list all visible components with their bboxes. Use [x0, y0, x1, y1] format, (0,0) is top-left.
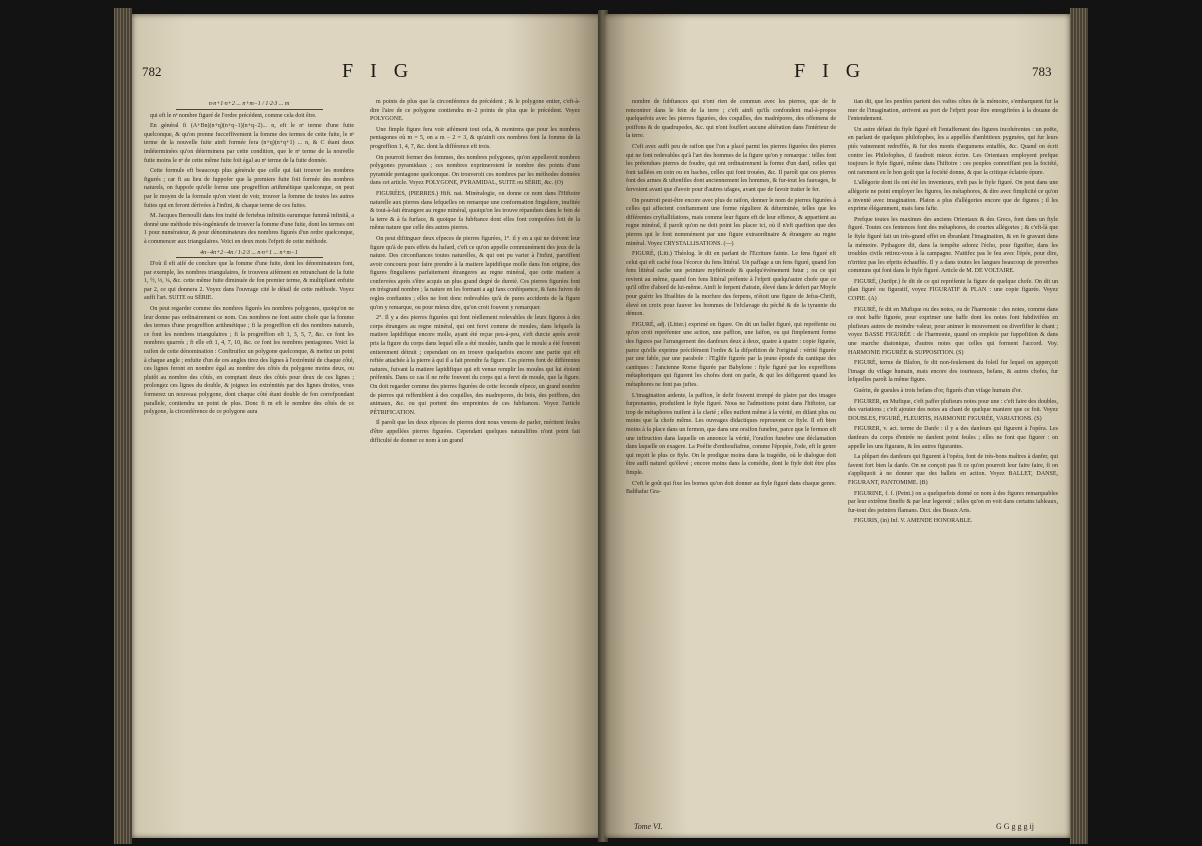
- paragraph: Guérin, de gueules à trois befans d'or, figurés d'un vifage humain d'or.: [854, 388, 1022, 394]
- right-column-1: [626, 98, 836, 828]
- paragraph: On pourroit former des fommes, des nombres polygones, qu'on appelleroit nombres polygones pyramidaux ; ces nombres exprimeroient le nombre des points d'une pyramide pentagone quelconque. On trouveroit ces nombres par les méthodes données dans cet article. Voyez POLYGONE, PYRAMIDAL, SUITE ou SÉRIE, &c. (O): [370, 154, 580, 187]
- paragraph: Une fimple figure fera voir aifément tout cela, & montrera que pour les nombres pentagones où m = 5, on a m − 2 = 3, & qu'ainfi ces nombres font la fomme de la progreffion 1, 4, 7, &c. dont la différence eft trois.: [370, 126, 580, 150]
- left-page: [132, 14, 602, 838]
- paragraph: D'où il eft aifé de conclure que la fomme d'une fuite, dont les dénominateurs font, par exemple, les nombres triangulaires, fe trouvera aifément en retranchant de la fuite 1, ½, ⅓, ¼, &c. cette même fuite diminuée de fon premier terme, & multipliant enfuite par 2, ce qui donnera 2. Voyez dans l'ouvrage cité le détail de cette méthode. Voyez auffi l'art. SUITE ou SÉRIE.: [144, 261, 354, 302]
- paragraph: L'imagination ardente, la paffion, le defir fouvent trompé de plaire par des images furprenantes, produifent le ftyle figuré. Nous ne l'admettons point dans l'hiftoire, car trop de métaphores nuifent à la clarté ; elles nuifent même à la vérité, en difant plus ou moins que la chofe même. Les ouvrages didactiques reprouvent ce ftyle. Il eft bien moins à fa place dans un fermon, que dans une oraifon funebre, parce que le fermon eft une inftruction dans laquelle on annonce la vérité, l'oraifon funebre une déclamation dans laquelle on exagere. La Poéfie d'enthoufiafme, comme l'épopée, l'ode, eft le genre qui reçoit le plus ce ftyle. On le prodigue moins dans la tragédie, où le dialogue doit être auffi naturel qu'élevé ; encore moins dans la comédie, dont le ftyle doit être plus fimple.: [626, 392, 836, 476]
- left-page-number: 782: [142, 64, 162, 79]
- paragraph: nombre de fubftances qui n'ont rien de commun avec les pierres, que de fe rencontrer dans le fein de la terre ; c'eft ainfi qu'ils confondent mal-à-propos quelquefois avec les pierres figurées, des coquilles, des madrépores, des offemens de poiffons & de quadrupedes, &c. qui n'ont fouffert aucune altération dans l'intérieur de la terre.: [626, 99, 836, 140]
- paragraph: 2°. Il y a des pierres figurées qui font réellement redevables de leurs figures à des corps étrangers au regne minéral, qui ont fervi comme de moules, dans lefquels la matiere lapidifique encore molle, ayant été reçue peu-à-peu, s'eft durcie après avoir pris la figure du corps dans lequel elle a été moulée, tandis que le moule a été fouvent entierement détruit ; cependant on en trouve quelquefois encore une partie qui eft reftée attachée à la pierre à qui il a fait prendre fa figure. Ces pierres font de différentes natures, fuivant la matiere lapidifique qui eft venue remplir les moules qui lui étoient préfentés. Dans ce cas il ne refte fouvent du corps qui a fervi de moule, que la figure. On doit regarder comme des pierres figurées de cette feconde efpece, un grand nombre de pierres qui reffemblent à des coquilles, des madrepores, du bois, des poiffons, des animaux, &c. ou qui portent des empreintes de ces fubftances. Voyez l'article PÉTRIFICATION.: [370, 315, 580, 416]
- paragraph: Il paroît que les deux efpeces de pierres dont nous venons de parler, méritent feules d'être appellées pierres figurées. Cependant quelques naturaliftes n'ont point fait difficulté de donner ce nom à un grand: [370, 420, 580, 444]
- left-running-head: F I G: [342, 60, 415, 82]
- paragraph: FIGURÉ, fe dit en Mufique ou des notes, ou de l'harmonie : des notes, comme dans ce mot baffe figurée, pour exprimer une baffe dont les notes font fubdivifées en plufieurs autres de moindre valeur, pour animer le mouvement ou diverfifier le chant ; voyez BASSE FIGURÉE : de l'harmonie, quand on emploie par fuppofition & dans une marche diatonique, d'autres notes que celles qui forment l'accord. Voy. HARMONIE FIGURÉE & SUPPOSITION. (S): [848, 306, 1058, 356]
- paragraph: FIGURINE, f. f. (Peint.) on a quelquefois donné ce nom à des figures remarquables par leur extrême fineffe & par leur legereté ; telles qu'on en voit dans certains tableaux, fur-tout des peintres flamans. Dict. des Beaux Arts.: [848, 490, 1058, 514]
- paragraph: C'eft le goût qui fixe les bornes qu'on doit donner au ftyle figuré dans chaque genre. Balthafar Gra-: [626, 480, 836, 496]
- paragraph: C'eft avec auffi peu de raifon que l'on a placé parmi les pierres figurées des pierres qui ne font redevables qu'à l'art des hommes de la figure qu'on y remarque : telles font les prétendues pierres de foudre, qui ont ordinairement la forme d'un dard, celles qui font taillées en coin ou en haches, celles qui font trouées, &c. Il paroît que ces pierres font des armes & uftenfiles dont anciennement les hommes, & fur-tout les fauvages, fe fervoient avant que d'avoir pour d'autres ufages, avant que de favoir traiter le fer.: [626, 143, 836, 193]
- paragraph: FIGURÉ, terme de Blafon, fe dit non-feulement du foleil fur lequel on apperçoit l'image du vifage humain, mais encore des tourteaux, befans, & autres chofes, fur lefquelles paroît la même figure.: [848, 360, 1058, 384]
- right-page-number: 783: [1032, 64, 1052, 79]
- paragraph: En général fi (A+Bn)(n+q)(n+q−1)(n+q−2)... n, eft le nᵉ terme d'une fuite quelconque, & qu'on prenne fucceffivement la fomme des termes de cette fuite, le nᵉ terme de la nouvelle fuite ainfi formée fera (n+q)(n+q+1) ... n, & C étant deux indéterminées qu'on déterminera par cette condition, que le nᵉ terme de la nouvelle fuite moins le nᵉ de cette même fuite foit égal au nᵉ terme de la fuite donnée.: [144, 123, 354, 164]
- paragraph: M. Jacques Bernoulli dans fon traité de feriebus infinitis earumque fummâ infinitâ, a donné une méthode très-ingénieufe de trouver la fomme d'une fuite, dont les termes ont 1 pour numérateur, & pour dénominateurs des nombres figurés d'un ordre quelconque, à commencer aux triangulaires. Voici en deux mots l'efprit de cette méthode.: [144, 213, 354, 245]
- paragraph: On peut diftinguer deux efpeces de pierres figurées, 1°. il y en a qui ne doivent leur figure qu'à de purs effets du hafard, c'eft ce qu'on appelle communément des jeux de la nature. Des circonftances toutes naturelles, & qui ont pu varier à l'infini, paroiffent avoir concouru pour faire prendre à la matiere lapidifique molle dans fon origine, des figures fingulieres parfaitement étrangeres au regne minéral, que cette matiere a confervées après s'être acquis un plus grand degré de dureté. Ces pierres figurées font en trèsgrand nombre ; la nature en les formant a agi fans conféquence, & fans fuivre de regles conftantes ; elles ne font donc redevables qu'à de pures accidents de la figure qu'on y remarque, ou pour mieux dire, qu'on croit fouvent y remarquer.: [370, 235, 580, 311]
- paragraph: FIGURER, en Mufique, c'eft paffer plufieurs notes pour une : c'eft faire des doubles, des variations ; c'eft ajouter des notes au chant de quelque maniere que ce foit. Voyez DOUBLES, FIGURÉ, FLEURTIS, HARMONIE FIGURÉE, VARIATIONS. (S): [848, 398, 1058, 422]
- paragraph: FIGURIS, (in) Inf. V. AMENDE HONORABLE.: [854, 518, 973, 525]
- right-running-head: F I G: [794, 60, 867, 82]
- paragraph: FIGURÉ, adj. (Litter.) exprimé en figure. On dit un ballet figuré, qui repréfente ou qu'on croit repréfenter une action, une paffion, une faifon, ou qui fimplement forme des figures par l'arrangement des danfeurs deux à deux, quatre à quatre : copie figurée, parce qu'elle exprime précifément l'ordre & la difpofition de l'original : vérité figurée par une fable, par une parabole : l'Eglife figurée par la jeune époufe du cantique des cantiques : l'ancienne Rome figurée par Babylone : ftyle figuré par les expreffions métaphoriques qui figurent les chofes dont on parle, & qui les défigurent quand les métaphores ne font pas juftes.: [626, 321, 836, 388]
- paragraph: FIGURÉ, (Jurifpr.) fe dit de ce qui repréfente la figure de quelque chofe. On dit un plan figuré ou figuratif, voyez FIGURATIF & PLAN : une copie figurée. Voyez COPIE. (A): [848, 278, 1058, 303]
- formula-a: n·n+1·n+2 ... n+m−1 / 1·2·3 ... m: [176, 100, 323, 110]
- right-page: [604, 14, 1070, 838]
- paragraph: tian dit, que les penfées partent des vaftes côtes de la mémoire, s'embarquent fur la mer de l'imagination, arrivent au port de l'efprit pour être enregiftrées à la douane de l'entendement.: [848, 99, 1058, 123]
- paragraph: Cette formule eft beaucoup plus générale que celle qui fait trouver les nombres figurés ; car fi au lieu de fuppofer que la premiere fuite foit formée des nombres naturels, on fuppofe qu'elle forme une progreffion arithmétique quelconque, on peut par le moyen de la formule qu'on vient de voir, trouver la fomme de toutes les autres fuites qui en feront dérivées à l'infini, & chaque terme de ces fuites.: [144, 168, 354, 209]
- paragraph: FIGURER, v. act. terme de Danfe : il y a des danfeurs qui figurent à l'opéra. Les danfeurs du corps d'entrée ne danfent point feules ; elles ne font que figurer : on appelle les uns figurans, & les autres figurantes.: [848, 426, 1058, 450]
- paragraph: FIGURÉ, (Litt.) Théolog. le dit en parlant de l'Ecriture fainte. Le fens figuré eft celui qui eft caché fous l'écorce du fens littéral. Un paffage a un fens figuré, quand fon fens littéral cache une peinture myftérieufe & quelqu'événement futur ; ou ce qui revient au même, quand fon fens littéral préfente à l'efprit quelqu'autre chofe que ce qu'il offre d'abord de lui-même. Ainfi le ferpent d'airain, élevé dans le defert par Moyfe pour guérir les Ifraélites de la morfure des ferpens, n'étoit une figure de Jefus-Chrift, élevé en croix pour fauver les hommes de l'efclavage du péché & de la tyrannie du démon.: [626, 251, 836, 318]
- right-column-2: [848, 98, 1058, 828]
- paragraph: La plûpart des danfeurs qui figurent à l'opéra, font de très-bons maîtres à danfer, qui favent fort bien la danfe. On ne conçoit pas fi ce qu'on pourroit leur faire faire, fi on s'appliquoit à ne donner que des ballets en action. Voyez BALLET, DANSE, FIGURANT, PANTOMIME. (B): [848, 454, 1058, 486]
- paragraph: L'allégorie dont ils ont été les inventeurs, n'eft pas le ftyle figuré. On peut dans une allégorie ne point employer les figures, les métaphores, & dire avec fimplicité ce qu'on a inventé avec imagination. Platon a plus d'allégories encore que de figures ; il les exprime élégamment, mais fans fafte.: [848, 180, 1058, 213]
- paragraph: qui eft le nᵉ nombre figuré de l'ordre précédent, comme cela doit être.: [150, 112, 317, 119]
- paragraph: Prefque toutes les maximes des anciens Orientaux & des Grecs, font dans un ftyle figuré. Toutes ces fentences font des métaphores, de courtes allégories ; & c'eft-là que le ftyle figuré fait un très-grand effet en ébranlant l'imagination, & en fe gravant dans la mémoire. Pythagore dit, dans la tempête adorez l'écho, pour fignifier, dans les troubles civils retirez-vous à la campagne. N'attifez pas le feu avec l'épée, pour dire, n'irritez pas les efprits échauffés. Il y a dans toutes les langues beaucoup de proverbes communs qui font dans le ftyle figuré. Article de M. DE VOLTAIRE.: [848, 216, 1058, 275]
- signature-mark: G G g g g ij: [996, 822, 1034, 831]
- paragraph: m points de plus que la circonférence du précédent ; & le polygone entier, c'eft-à-dire l'aire de ce polygone contiendra m−2 points de plus que le précédent. Voyez POLYGONE.: [370, 99, 580, 123]
- paragraph: Un autre défaut du ftyle figuré eft l'entaffement des figures incohérentes : un poëte, en parlant de quelques philofophes, les a appellés d'ambitieux pygmées, qui fur leurs piés vainement redreffés, & fur des monts d'argumens entaffés, &c. Quand on écrit contre les Philofophes, il faudroit mieux écrire. Les Orientaux employent prefque toujours le ftyle figuré, même dans l'hiftoire : ces peuples connoiffant peu la fociété, ont rarement eu le bon goût que la fociété donne, & que la critique éclairée épure.: [848, 126, 1058, 176]
- page-block-right-edge: [1070, 8, 1088, 844]
- formula-b: 4n−4n+2−4n / 1·2·3 ... n·n+1 ... n+m−1: [176, 249, 323, 259]
- paragraph: On peut regarder comme des nombres figurés les nombres polygones, quoiqu'on ne leur donne pas ordinairement ce nom. Ces nombres ne font autre chofe que la fomme des termes d'une progreffion arithmétique ; fi la progreffion eft des nombres naturels, ce font les nombres triangulaires ; fi la progreffion eft 1, 3, 5, 7, &c. ce font les nombres quarrés ; fi elle eft 1, 4, 7, 10, &c. ce font les nombres pentagones. Voici la raifon de cette dénomination : Conftruifez un polygone quelconque, & mettez un point à chaque angle ; enfuite d'un de ces angles tirez des lignes à l'extrémité de chaque côté, ces lignes feront en nombre égal au nombre des côtés du polygone moins deux, ou plutôt au nombre des côtés, en comptant deux des côtés pour deux de ces lignes ; prolongez ces lignes du double, & joignez les extrémités par des lignes droites, vous formerez un nouveau polygone, dont chaque côté étant double de fon correfpondant parallele, contiendra un point de plus. Donc fi m eft le nombre des côtés de ce polygone, la circonférence de ce polygone aura: [144, 306, 354, 416]
- paragraph: On pourroit peut-être encore avec plus de raifon, donner le nom de pierres figurées à celles qui affectent conftamment une forme réguliere & déterminée, telles que les différentes cryftallifations, mais comme leur figure eft de leur effence, & appartient au regne minéral, il paroît qu'on ne doit point les placer ici, où il n'eft queftion que des pierres qui le font nommément par une figure extraordinaire & étrangere au regne minéral. Voyez CRYSTALLISATIONS. (—): [626, 197, 836, 247]
- page-block-left-edge: [114, 8, 132, 844]
- volume-footer: Tome VI.: [634, 822, 663, 831]
- paragraph: FIGURÉES, (PIERRES.) Hift. nat. Minéralogie, on donne ce nom dans l'Hiftoire naturelle aux pierres dans lefquelles on remarque une conformation finguliere, inufitée & tout-à-fait étrangere au regne minéral, quoiqu'on les trouve répandues dans le fein de la terre & à fa furface, & quoique fa fubftance dont elles font compofées foit de la même nature que celle des autres pierres.: [370, 190, 580, 232]
- left-column-2: [370, 98, 580, 828]
- left-column-1: [144, 98, 354, 828]
